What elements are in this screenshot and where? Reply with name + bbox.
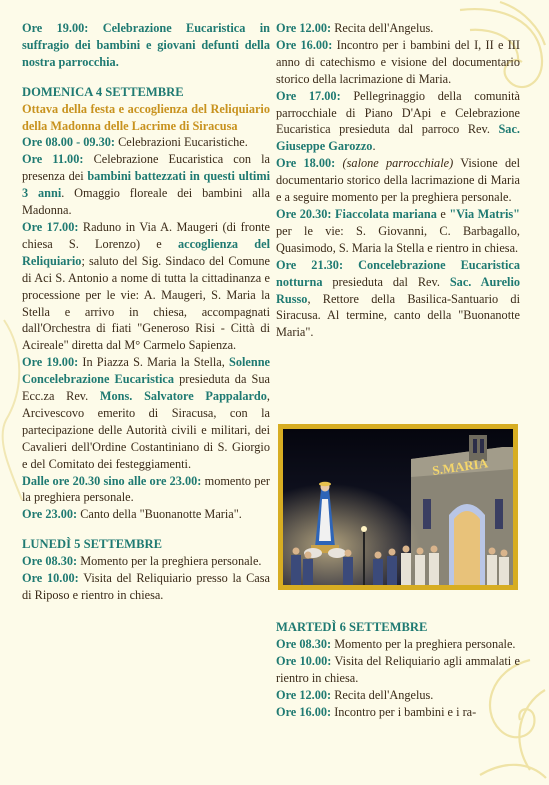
- monday-event: [276, 20, 520, 37]
- event-text: presieduta da Sua Ecc.za Rev.: [22, 372, 270, 404]
- intro-entry: [22, 20, 270, 71]
- event-person: Sac. Aurelio Russo: [276, 274, 521, 306]
- event-text: Incontro per i bambini e i ra-: [334, 704, 477, 719]
- sunday-event: [22, 134, 270, 151]
- event-text: Celebrazione Eucaristica con la presenza dei: [22, 152, 270, 184]
- day-header-sunday: DOMENICA 4 SETTEMBRE: [22, 84, 184, 99]
- event-person: Sac. Giuseppe Garozzo: [276, 122, 520, 154]
- event-highlight: Solenne Concelebrazione Eucaristica: [22, 355, 271, 387]
- event-text: Canto della "Buonanotte Maria".: [80, 507, 242, 522]
- event-person: Mons. Salvatore Pappalardo: [99, 389, 267, 404]
- event-time: Ore 08.30:: [22, 554, 78, 569]
- tuesday-event: [276, 687, 520, 704]
- event-text: presieduta dal Rev.: [332, 274, 440, 289]
- event-time: Ore 17.00:: [22, 219, 79, 234]
- event-text: Visita del Reliquiario agli ammalati e rientro in chiesa.: [276, 653, 520, 685]
- monday-event: [276, 37, 520, 88]
- right-column: [276, 20, 520, 341]
- event-highlight: Fiaccolata mariana: [335, 206, 437, 221]
- event-time: Ore 08.30:: [276, 636, 332, 651]
- event-text: Visione del documentario storico della lacrimazione di Maria e a seguire momento per la preghiera personale.: [276, 156, 520, 205]
- event-time: Ore 16.00:: [276, 37, 333, 52]
- event-highlight: "Via Matris": [449, 206, 520, 221]
- tuesday-event: [276, 636, 520, 653]
- event-time: Ore 19.00:: [22, 21, 89, 35]
- event-text: ; saluto del Sig. Sindaco del Comune di Aci S. Antonio a nome di tutta la cittadinanza e processione per le vie: A. Maugeri, S. Maria la Stella e arrivo in chiesa, accompagnati dall'Orchestra di fiati "Generoso Risi - Città di Acireale" diretta dal M° Carmelo Sapienza.: [22, 253, 270, 353]
- event-highlight: Concelebrazione Eucaristica notturna: [276, 257, 520, 289]
- event-text: Recita dell'Angelus.: [334, 687, 434, 702]
- left-column: [22, 20, 270, 604]
- right-column-bottom: [276, 619, 520, 720]
- event-time: Ore 11.00:: [22, 152, 84, 167]
- procession-illustration: [283, 429, 513, 585]
- tuesday-event: [276, 704, 520, 721]
- procession-photo: [278, 424, 518, 590]
- event-highlight: bambini battezzati in questi ultimi 3 anni: [22, 169, 270, 201]
- sunday-event: [22, 219, 270, 354]
- sunday-event: [22, 151, 270, 219]
- event-text: .: [372, 139, 376, 154]
- event-text: Pellegrinaggio della comunità parrocchiale di Piano D'Api e Celebrazione Eucaristica presieduta dal parroco Rev.: [276, 88, 520, 137]
- monday-event: [276, 206, 520, 257]
- event-text: , Arcivescovo emerito di Siracusa, con la partecipazione delle Autorità civili e militari, dei Cavalieri dell'Ordine Costantiniano di S. Giorgio e del Comitato dei festeggiamenti.: [22, 389, 270, 471]
- event-time: Ore 18.00:: [276, 156, 336, 171]
- event-time: Ore 12.00:: [276, 21, 332, 35]
- event-time: Ore 20.30:: [276, 206, 332, 221]
- sunday-subtitle: Ottava della festa e accoglienza del Reliquiario della Madonna delle Lacrime di Siracusa: [22, 101, 270, 133]
- sunday-event: [22, 354, 270, 472]
- sunday-event: [22, 473, 270, 507]
- event-time: Ore 17.00:: [276, 88, 341, 103]
- event-text: Visita del Reliquiario presso la Casa di Riposo e rientro in chiesa.: [22, 571, 270, 602]
- tuesday-event: [276, 653, 520, 687]
- event-time: Dalle ore 20.30 sino alle ore 23.00:: [22, 473, 202, 488]
- monday-event: [276, 88, 520, 156]
- event-text: Celebrazioni Eucaristiche.: [118, 135, 248, 150]
- event-text: Recita dell'Angelus.: [334, 21, 434, 35]
- monday-event: [22, 553, 270, 570]
- event-text: Momento per la preghiera personale.: [334, 636, 516, 651]
- event-text: , Rettore della Basilica-Santuario di Siracusa. Al termine, canto della "Buonanotte Maria".: [276, 291, 520, 340]
- event-text: Raduno in Via A. Maugeri (di fronte chiesa S. Lorenzo) e: [22, 219, 271, 251]
- event-text: e: [440, 206, 446, 221]
- event-text: Incontro per i bambini del I, II e III anno di catechismo e visione del documentario storico della lacrimazione di Maria.: [276, 37, 521, 86]
- event-time: Ore 08.00 - 09.30:: [22, 135, 116, 150]
- event-highlight: accoglienza del Reliquiario: [22, 236, 270, 268]
- day-header-tuesday: MARTEDÌ 6 SETTEMBRE: [276, 620, 428, 634]
- monday-event: [276, 257, 520, 342]
- event-text: momento per la preghiera personale.: [22, 473, 270, 505]
- monday-event: [22, 570, 270, 604]
- event-time: Ore 16.00:: [276, 704, 332, 719]
- monday-event: [276, 155, 520, 206]
- event-time: Ore 19.00:: [22, 355, 79, 370]
- event-text: In Piazza S. Maria la Stella,: [82, 355, 225, 370]
- sunday-event: [22, 506, 270, 523]
- event-time: Ore 12.00:: [276, 687, 332, 702]
- event-time: Ore 21.30:: [276, 257, 344, 272]
- day-header-monday: LUNEDÌ 5 SETTEMBRE: [22, 537, 162, 552]
- event-time: Ore 10.00:: [276, 653, 332, 668]
- event-text: . Omaggio floreale dei bambini alla Madonna.: [22, 186, 270, 218]
- event-time: Ore 10.00:: [22, 571, 79, 586]
- event-time: Ore 23.00:: [22, 507, 78, 522]
- event-text: per le vie: S. Giovanni, C. Barbagallo, Quasimodo, S. Maria la Stella e rientro in chiesa.: [276, 223, 520, 255]
- event-text: Celebrazione Eucaristica in suffragio dei bambini e giovani defunti della nostra parrocchia.: [22, 21, 270, 69]
- event-text: Momento per la preghiera personale.: [80, 554, 262, 569]
- event-place: (salone parrocchiale): [342, 156, 454, 171]
